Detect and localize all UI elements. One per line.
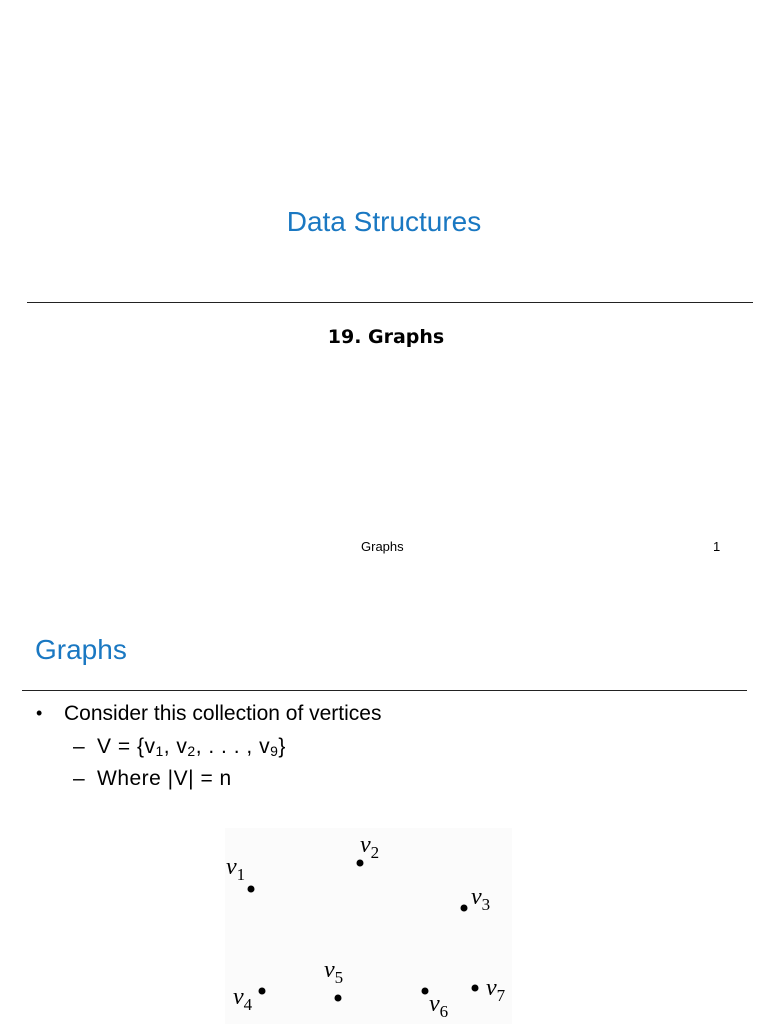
footer-title: Graphs — [361, 539, 404, 554]
vertex-dot — [259, 988, 266, 995]
page-number: 1 — [713, 539, 721, 554]
subscript: 1 — [155, 743, 164, 759]
set-ellipsis: , . . . , v — [195, 735, 271, 758]
vertex-label: $v_1$ — [226, 854, 246, 884]
vertex-dot — [357, 860, 364, 867]
slide-title: Data Structures — [286, 206, 482, 237]
vertex-diagram — [225, 828, 512, 1024]
vertex-label: $v_6$ — [429, 991, 449, 1021]
vertex-label: $v_5$ — [324, 957, 344, 987]
sub-bullet-vertex-set — [97, 735, 286, 759]
bullet-text: Consider this collection of vertices — [64, 702, 382, 725]
title-divider — [22, 690, 747, 691]
vertex-dot — [248, 886, 255, 893]
set-suffix: } — [278, 735, 286, 758]
sub-bullet-marker: – — [73, 735, 85, 758]
subscript: 9 — [270, 743, 279, 759]
set-separator: , v — [163, 735, 188, 758]
vertex-label: $v_3$ — [471, 884, 491, 914]
sub-bullet-marker: – — [73, 767, 85, 790]
vertex-dot — [422, 988, 429, 995]
bullet-marker: • — [36, 703, 43, 723]
vertex-figure — [225, 828, 512, 1024]
set-prefix: V = {v — [97, 735, 156, 758]
vertex-dot — [461, 905, 468, 912]
slide-subtitle: 19. Graphs — [327, 326, 445, 348]
vertex-label: $v_4$ — [233, 984, 253, 1014]
sub-bullet-cardinality: Where |V| = n — [97, 767, 232, 790]
title-divider — [27, 302, 753, 303]
vertex-dot — [335, 995, 342, 1002]
vertex-dot — [472, 985, 479, 992]
vertex-label: $v_7$ — [486, 975, 506, 1005]
content-slide — [0, 600, 768, 1024]
vertex-label: $v_2$ — [360, 832, 380, 862]
subscript: 2 — [187, 743, 196, 759]
slide-title: Graphs — [35, 634, 127, 665]
